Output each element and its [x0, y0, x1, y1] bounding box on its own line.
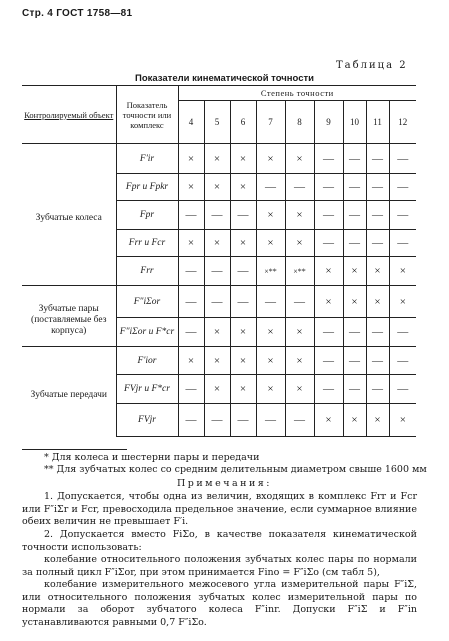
note-2: 2. Допускается вместо FiΣo, в качестве показателя кинематической точности использовать:: [22, 529, 417, 553]
mark-cell: —: [314, 201, 343, 230]
indicator-cell: F′ir: [116, 144, 178, 174]
mark-cell: —: [343, 318, 366, 347]
mark-cell: ×: [256, 144, 285, 174]
mark-cell: —: [389, 174, 416, 201]
note-1: 1. Допускается, чтобы одна из величин, входящих в комплекс Frr и Fcr или F″iΣr и Fcr, превосходила предельное значение, если суммарное влияние обеих величин не превышает F′i.: [22, 491, 417, 527]
mark-cell: ×: [285, 230, 314, 257]
mark-cell: —: [389, 201, 416, 230]
degree-5: 5: [204, 101, 230, 144]
mark-cell: ×**: [285, 257, 314, 286]
mark-cell: ×: [204, 174, 230, 201]
mark-cell: —: [314, 347, 343, 375]
notes-title: Примечания:: [176, 478, 272, 489]
table-body: [22, 144, 416, 437]
mark-cell: ×: [314, 257, 343, 286]
mark-cell: —: [285, 174, 314, 201]
note-2-item-2: колебание измерительного межосевого угла измерительной пары F″iΣ, или относительного положения зубчатых колес измерительной пары по нормали за оборот зубчатого колеса F″inr. Допуски F″iΣ и F″in устанавливаются равными 0,7 F″iΣo.: [22, 579, 417, 628]
degree-4: 4: [178, 101, 204, 144]
mark-cell: —: [256, 404, 285, 437]
mark-cell: —: [314, 375, 343, 404]
mark-cell: ×: [366, 257, 389, 286]
mark-cell: —: [366, 201, 389, 230]
mark-cell: —: [366, 347, 389, 375]
mark-cell: —: [204, 404, 230, 437]
mark-cell: —: [343, 174, 366, 201]
header-object: Контролируемый объект: [22, 86, 116, 144]
footnote-rule: [22, 449, 127, 450]
mark-cell: —: [230, 257, 256, 286]
mark-cell: —: [389, 230, 416, 257]
mark-cell: ×: [343, 286, 366, 318]
indicator-cell: Fpr: [116, 201, 178, 230]
mark-cell: —: [178, 318, 204, 347]
mark-cell: ×: [285, 347, 314, 375]
indicator-cell: F″iΣor: [116, 286, 178, 318]
degree-10: 10: [343, 101, 366, 144]
mark-cell: ×: [343, 404, 366, 437]
mark-cell: ×: [366, 404, 389, 437]
mark-cell: ×: [366, 286, 389, 318]
mark-cell: ×: [204, 230, 230, 257]
indicator-cell: Fpr и Fpkr: [116, 174, 178, 201]
mark-cell: ×: [204, 318, 230, 347]
degree-11: 11: [366, 101, 389, 144]
degree-12: 12: [389, 101, 416, 144]
kinematic-accuracy-table: [22, 85, 416, 437]
mark-cell: —: [230, 201, 256, 230]
mark-cell: ×: [204, 375, 230, 404]
mark-cell: ×: [314, 404, 343, 437]
mark-cell: ×: [285, 375, 314, 404]
header-indicator: Показатель точности или комплекс: [116, 86, 178, 144]
mark-cell: ×: [389, 404, 416, 437]
degree-6: 6: [230, 101, 256, 144]
mark-cell: —: [366, 144, 389, 174]
mark-cell: —: [178, 286, 204, 318]
mark-cell: ×: [178, 144, 204, 174]
mark-cell: —: [230, 286, 256, 318]
table-row: [22, 286, 416, 318]
table-row: [22, 144, 416, 174]
mark-cell: —: [366, 318, 389, 347]
table-header: [22, 86, 416, 144]
indicator-cell: FVjr и F*cr: [116, 375, 178, 404]
mark-cell: —: [178, 375, 204, 404]
mark-cell: —: [204, 257, 230, 286]
mark-cell: —: [285, 286, 314, 318]
page-header: Стр. 4 ГОСТ 1758—81: [22, 8, 133, 19]
object-cell: Зубчатые пары (поставляемые без корпуса): [22, 286, 116, 347]
mark-cell: ×: [343, 257, 366, 286]
mark-cell: ×: [256, 230, 285, 257]
indicator-cell: FVjr: [116, 404, 178, 437]
mark-cell: ×: [256, 375, 285, 404]
mark-cell: ×: [230, 230, 256, 257]
mark-cell: ×: [256, 318, 285, 347]
mark-cell: —: [178, 201, 204, 230]
indicator-cell: Frr: [116, 257, 178, 286]
mark-cell: —: [389, 144, 416, 174]
mark-cell: ×: [178, 174, 204, 201]
mark-cell: —: [204, 201, 230, 230]
mark-cell: ×: [204, 347, 230, 375]
mark-cell: ×: [285, 201, 314, 230]
mark-cell: —: [343, 230, 366, 257]
mark-cell: ×: [230, 347, 256, 375]
mark-cell: —: [343, 201, 366, 230]
mark-cell: ×: [285, 144, 314, 174]
mark-cell: ×: [230, 144, 256, 174]
mark-cell: —: [178, 257, 204, 286]
degree-9: 9: [314, 101, 343, 144]
mark-cell: ×: [178, 230, 204, 257]
mark-cell: —: [314, 318, 343, 347]
mark-cell: ×: [256, 201, 285, 230]
mark-cell: —: [256, 286, 285, 318]
header-degree: Степень точности: [178, 86, 416, 101]
mark-cell: ×: [230, 318, 256, 347]
mark-cell: —: [343, 347, 366, 375]
degree-7: 7: [256, 101, 285, 144]
object-cell: Зубчатые передачи: [30, 390, 107, 401]
mark-cell: —: [389, 347, 416, 375]
mark-cell: ×: [178, 347, 204, 375]
mark-cell: —: [366, 174, 389, 201]
footnote-2: ** Для зубчатых колес со средним делительным диаметром свыше 1600 мм: [44, 464, 427, 475]
mark-cell: —: [366, 230, 389, 257]
mark-cell: ×: [230, 375, 256, 404]
table-row: [22, 347, 416, 375]
mark-cell: —: [343, 144, 366, 174]
mark-cell: ×: [230, 174, 256, 201]
mark-cell: —: [389, 318, 416, 347]
mark-cell: ×: [389, 286, 416, 318]
mark-cell: —: [314, 174, 343, 201]
mark-cell: —: [314, 230, 343, 257]
mark-cell: ×: [285, 318, 314, 347]
mark-cell: —: [366, 375, 389, 404]
mark-cell: ×: [256, 347, 285, 375]
degree-8: 8: [285, 101, 314, 144]
mark-cell: —: [285, 404, 314, 437]
mark-cell: ×: [389, 257, 416, 286]
object-cell: Зубчатые колеса: [22, 144, 116, 286]
mark-cell: —: [230, 404, 256, 437]
mark-cell: —: [178, 404, 204, 437]
mark-cell: ×: [314, 286, 343, 318]
indicator-cell: F′ior: [116, 347, 178, 375]
mark-cell: ×**: [256, 257, 285, 286]
table-title: Показатели кинематической точности: [135, 73, 314, 84]
mark-cell: —: [314, 144, 343, 174]
mark-cell: —: [256, 174, 285, 201]
table-number: Таблица 2: [336, 60, 408, 71]
note-2-item-1: колебание относительного положения зубчатых колес пары по нормали за полный цикл F″iΣor, при этом принимается Fino = F″iΣo (см табл 5),: [22, 554, 417, 578]
mark-cell: —: [389, 375, 416, 404]
mark-cell: —: [204, 286, 230, 318]
footnote-1: * Для колеса и шестерни пары и передачи: [44, 452, 260, 463]
indicator-cell: Frr и Fcr: [116, 230, 178, 257]
indicator-cell: F″iΣor и F*cr: [116, 318, 178, 347]
mark-cell: ×: [204, 144, 230, 174]
mark-cell: —: [343, 375, 366, 404]
